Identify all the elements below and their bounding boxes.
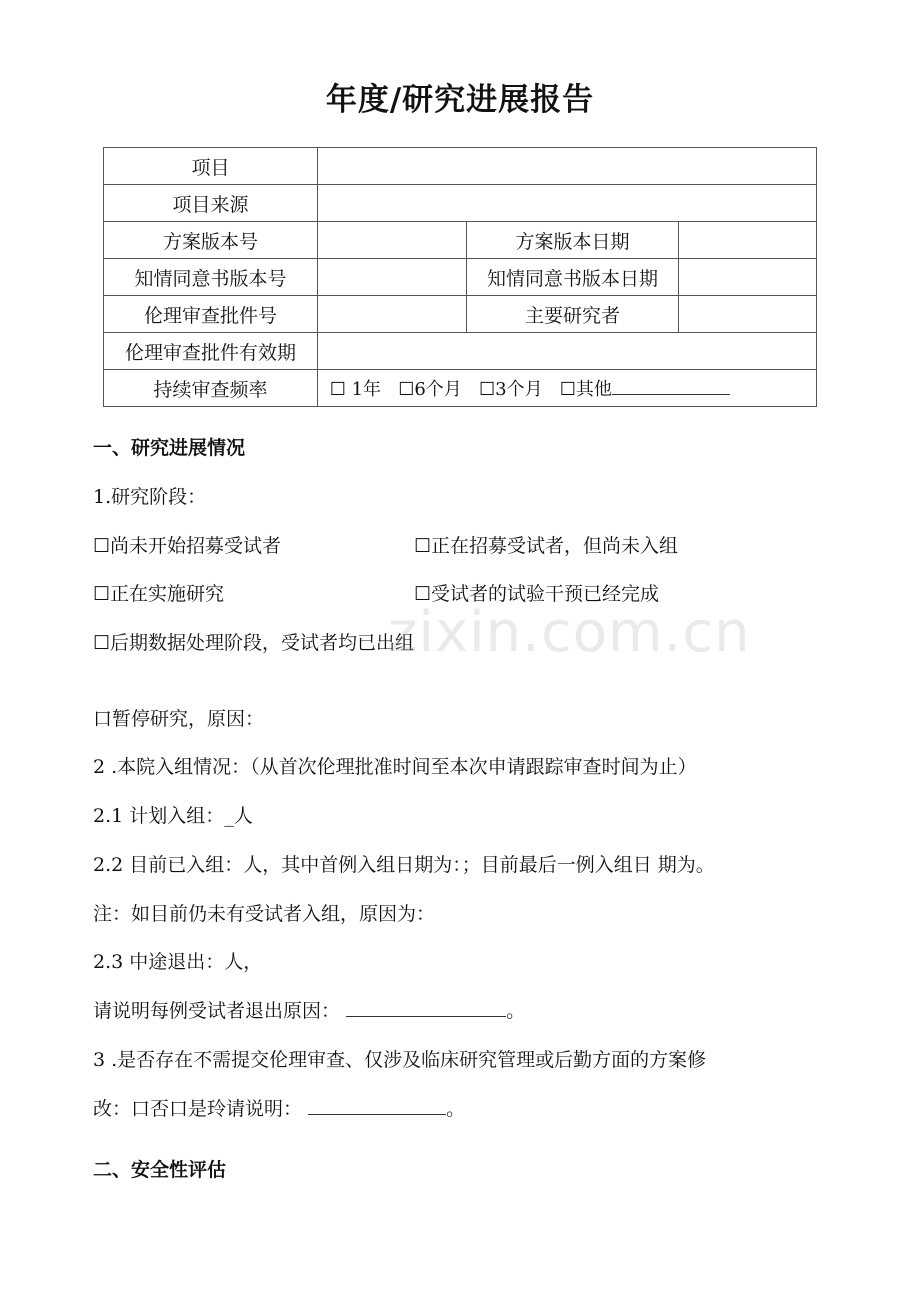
section-1-heading: 一、研究进展情况: [93, 437, 246, 459]
enrollment-heading: 2 .本院入组情况：（从首次伦理批准时间至本次申请跟踪审查时间为止）: [93, 756, 697, 778]
consent-date-field[interactable]: [679, 259, 817, 296]
pi-field[interactable]: [679, 296, 817, 333]
withdraw-reason-line: [93, 996, 525, 1023]
project-field[interactable]: [318, 148, 817, 185]
table-row: [104, 296, 817, 333]
table-row: [104, 222, 817, 259]
enrollment-note: 注：如目前仍未有受试者入组，原因为：: [93, 903, 436, 925]
consent-version-field[interactable]: [318, 259, 467, 296]
ethics-number-label: 伦理审查批件号: [104, 296, 318, 333]
table-row: [104, 185, 817, 222]
consent-date-label: 知情同意书版本日期: [467, 259, 679, 296]
pi-label: 主要研究者: [467, 296, 679, 333]
info-table: [103, 147, 817, 407]
protocol-date-label: 方案版本日期: [467, 222, 679, 259]
freq-option-1-year[interactable]: ☐ 1年: [329, 379, 382, 400]
current-enrollment: 2.2 目前已入组：人，其中首例入组日期为：；目前最后一例入组日 期为。: [93, 854, 715, 876]
source-field[interactable]: [318, 185, 817, 222]
option-recruiting[interactable]: ☐正在招募受试者，但尚未入组: [414, 535, 679, 557]
source-label: 项目来源: [104, 185, 318, 222]
section-2-heading: 二、安全性评估: [93, 1159, 227, 1181]
withdraw-reason-label: 请说明每例受试者退出原因：: [93, 1000, 341, 1022]
stage-label: 1.研究阶段：: [93, 486, 207, 508]
protocol-version-field[interactable]: [318, 222, 467, 259]
withdraw-reason-end: 。: [506, 1000, 526, 1022]
protocol-version-label: 方案版本号: [104, 222, 318, 259]
table-row: [104, 259, 817, 296]
withdraw-reason-blank[interactable]: [346, 1000, 506, 1017]
protocol-date-field[interactable]: [679, 222, 817, 259]
amendment-end: 。: [446, 1098, 466, 1120]
option-intervention-done[interactable]: ☐受试者的试验干预已经完成: [414, 583, 660, 605]
amendment-question-line-1: 3 .是否存在不需提交伦理审查、仅涉及临床研究管理或后勤方面的方案修: [93, 1049, 707, 1071]
freq-option-6-months[interactable]: ☐6个月: [398, 379, 462, 400]
review-frequency-label: 持续审查频率: [104, 370, 318, 407]
table-row: [104, 333, 817, 370]
option-implementing[interactable]: ☐正在实施研究: [93, 583, 225, 605]
consent-version-label: 知情同意书版本号: [104, 259, 318, 296]
amendment-explain-blank[interactable]: [308, 1098, 446, 1115]
watermark: zixin.com.cn: [388, 600, 751, 665]
freq-option-other[interactable]: ☐其他: [559, 379, 612, 400]
page-title: 年度/研究进展报告: [325, 82, 595, 118]
option-not-started[interactable]: ☐尚未开始招募受试者: [93, 535, 282, 557]
planned-enrollment: 2.1 计划入组：_人: [93, 805, 253, 827]
ethics-validity-label: 伦理审查批件有效期: [104, 333, 318, 370]
table-row: [104, 370, 817, 407]
review-frequency-options: [318, 370, 817, 407]
option-postprocessing[interactable]: ☐后期数据处理阶段，受试者均已出组: [93, 632, 415, 654]
freq-option-3-months[interactable]: ☐3个月: [478, 379, 543, 400]
project-label: 项目: [104, 148, 318, 185]
option-paused[interactable]: 口暂停研究，原因：: [93, 708, 265, 730]
amendment-options[interactable]: 改：口否口是玲请说明：: [93, 1098, 303, 1120]
withdrawn-count: 2.3 中途退出：人，: [93, 951, 263, 973]
freq-other-blank[interactable]: [612, 378, 730, 395]
table-row: [104, 148, 817, 185]
ethics-validity-field[interactable]: [318, 333, 817, 370]
amendment-question-line-2: [93, 1094, 465, 1121]
ethics-number-field[interactable]: [318, 296, 467, 333]
